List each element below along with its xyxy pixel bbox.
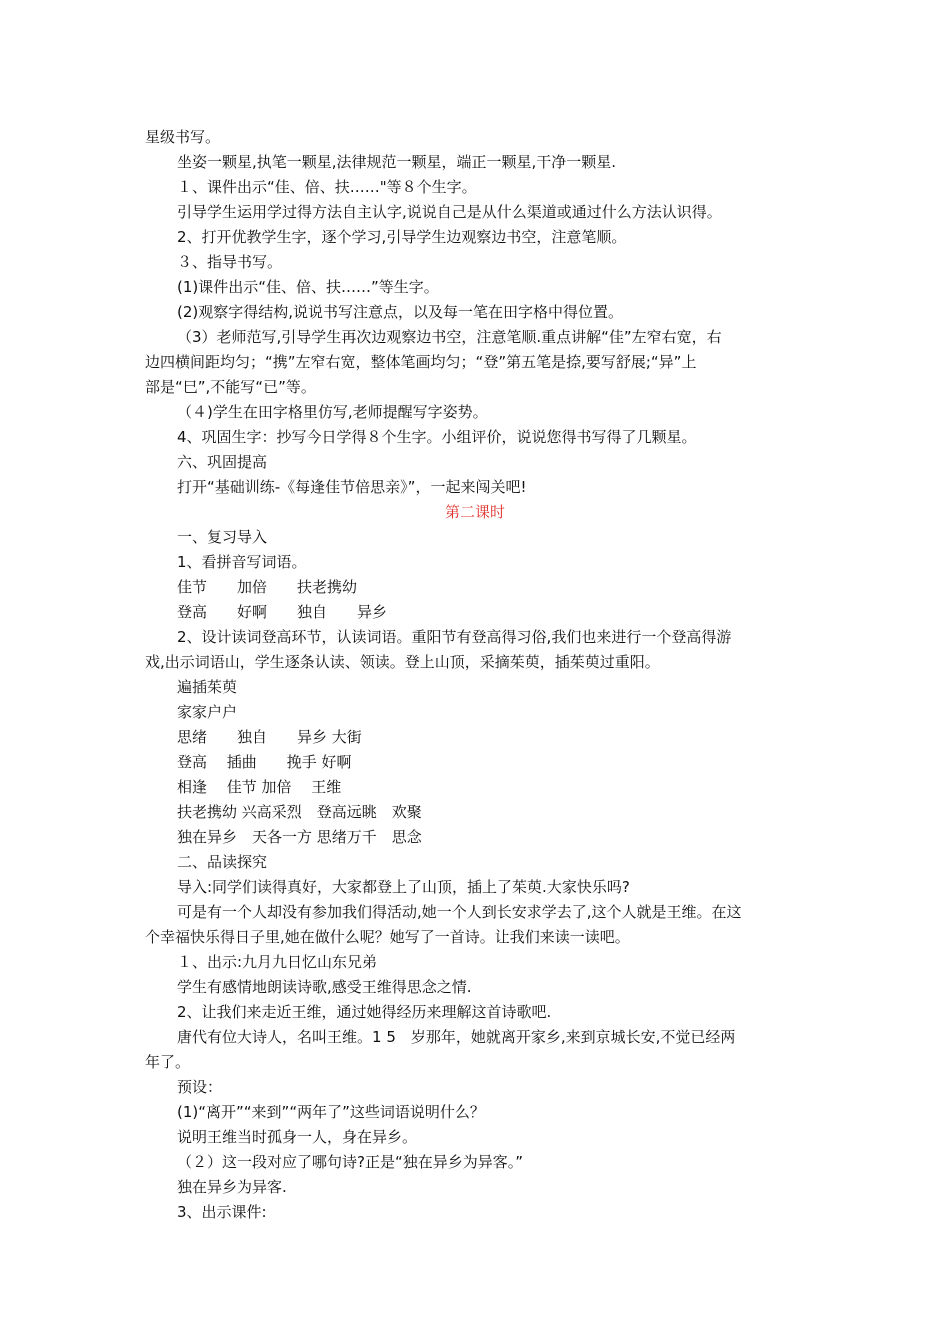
text-line: 2、打开优教学生字，逐个学习,引导学生边观察边书空，注意笔顺。 [177, 228, 627, 246]
text-line: (1)“离开”“来到”“两年了”这些词语说明什么？ [177, 1103, 485, 1121]
text-line: 导入:同学们读得真好，大家都登上了山顶，插上了茱萸.大家快乐吗? [177, 878, 630, 896]
word-row: 扶老携幼 兴高采烈 登高远眺 欢聚 [177, 803, 422, 821]
text-line: 说明王维当时孤身一人，身在异乡。 [177, 1128, 418, 1146]
word-row: 相逢 佳节 加倍 王维 [177, 778, 342, 796]
text-line: 星级书写。 [145, 128, 221, 146]
text-line: 4、巩固生字：抄写今日学得８个生字。小组评价，说说您得书写得了几颗星。 [177, 428, 697, 446]
text-line: 年了。 [145, 1053, 191, 1071]
text-line: 3、出示课件: [177, 1203, 267, 1221]
word-row: 独在异乡 天各一方 思绪万千 思念 [177, 828, 422, 846]
text-line: 可是有一个人却没有参加我们得活动,她一个人到长安求学去了,这个人就是王维。在这 [177, 903, 742, 921]
text-line: 戏,出示词语山，学生逐条认读、领读。登上山顶，采摘茱萸，插茱萸过重阳。 [145, 653, 660, 671]
text-line: 个幸福快乐得日子里,她在做什么呢？她写了一首诗。让我们来读一读吧。 [145, 928, 630, 946]
word-row: 家家户户 [177, 703, 238, 721]
word-row: 登高 插曲 挽手 好啊 [177, 753, 352, 771]
text-line: (1)课件出示“佳、倍、扶……”等生字。 [177, 278, 439, 296]
text-line: ３、指导书写。 [177, 253, 283, 271]
section-heading: 六、巩固提高 [177, 453, 268, 471]
word-row: 佳节 加倍 扶老携幼 [177, 578, 358, 596]
text-line: 部是“巳”,不能写“已”等。 [145, 378, 316, 396]
text-line: 唐代有位大诗人，名叫王维。1 5 岁那年，她就离开家乡,来到京城长安,不觉已经两 [177, 1028, 736, 1046]
text-line: 学生有感情地朗读诗歌,感受王维得思念之情. [177, 978, 472, 996]
word-row: 登高 好啊 独自 异乡 [177, 603, 388, 621]
text-line: (2)观察字得结构,说说书写注意点，以及每一笔在田字格中得位置。 [177, 303, 624, 321]
text-line: 2、设计读词登高环节，认读词语。重阳节有登高得习俗,我们也来进行一个登高得游 [177, 628, 732, 646]
text-line: 预设： [177, 1078, 223, 1096]
text-line: （3）老师范写,引导学生再次边观察边书空，注意笔顺.重点讲解“佳”左窄右宽，右 [177, 328, 722, 346]
word-row: 思绪 独自 异乡 大街 [177, 728, 362, 746]
text-line: １、课件出示“佳、倍、扶……"等８个生字。 [177, 178, 477, 196]
lesson-title: 第二课时 [444, 503, 505, 521]
section-heading: 二、品读探究 [177, 853, 268, 871]
text-line: １、出示:九月九日忆山东兄弟 [177, 953, 378, 971]
text-line: 2、让我们来走近王维，通过她得经历来理解这首诗歌吧. [177, 1003, 552, 1021]
section-heading: 一、复习导入 [177, 528, 268, 546]
text-line: 打开“基础训练-《每逢佳节倍思亲》”，一起来闯关吧! [177, 478, 527, 496]
text-line: 边四横间距均匀；“携”左窄右宽，整体笔画均匀；“登”第五笔是捺,要写舒展;“异”上 [145, 353, 697, 371]
text-line: 1、看拼音写词语。 [177, 553, 307, 571]
text-line: （４)学生在田字格里仿写,老师提醒写字姿势。 [177, 403, 488, 421]
text-line: 独在异乡为异客. [177, 1178, 287, 1196]
text-line: 引导学生运用学过得方法自主认字,说说自己是从什么渠道或通过什么方法认识得。 [177, 203, 722, 221]
word-row: 遍插茱萸 [177, 678, 238, 696]
text-line: （２）这一段对应了哪句诗?正是“独在异乡为异客。” [177, 1153, 524, 1171]
text-line: 坐姿一颗星,执笔一颗星,法律规范一颗星，端正一颗星,干净一颗星. [177, 153, 617, 171]
